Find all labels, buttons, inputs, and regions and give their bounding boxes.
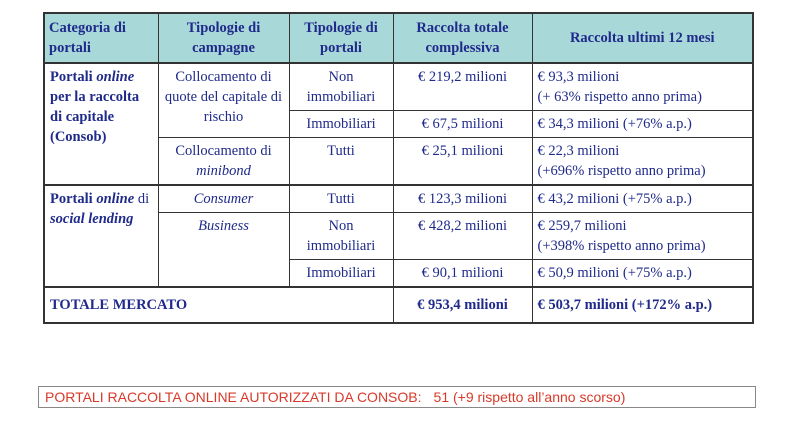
campaign-risk-capital: Collocamento di quote del capitale di rischio — [158, 63, 289, 138]
header-campaign-types: Tipologie di campagne — [158, 13, 289, 63]
table-row — [44, 185, 753, 213]
last-12-value: € 43,2 milioni (+75% a.p.) — [532, 185, 753, 213]
total-last-12-value: € 503,7 milioni (+172% a.p.) — [532, 287, 753, 323]
header-row — [44, 13, 753, 63]
portal-type: Tutti — [289, 138, 393, 186]
total-label: TOTALE MERCATO — [44, 287, 393, 323]
total-value: € 123,3 milioni — [393, 185, 532, 213]
header-category: Categoria di portali — [44, 13, 158, 63]
category-equity-portals: Portali online per la raccolta di capitale (Consob) — [44, 63, 158, 185]
campaign-business: Business — [158, 213, 289, 288]
campaign-consumer: Consumer — [158, 185, 289, 213]
last-12-value: € 50,9 milioni (+75% a.p.) — [532, 260, 753, 288]
total-row — [44, 287, 753, 323]
footnote-value: 51 (+9 rispetto all’anno scorso) — [433, 389, 626, 405]
last-12-value: € 34,3 milioni (+76% a.p.) — [532, 111, 753, 138]
total-value: € 90,1 milioni — [393, 260, 532, 288]
last-12-value: € 93,3 milioni (+ 63% rispetto anno prima) — [532, 63, 753, 111]
authorized-portals-note — [38, 386, 756, 408]
portal-type: Non immobiliari — [289, 213, 393, 260]
total-value: € 25,1 milioni — [393, 138, 532, 186]
portal-type: Immobiliari — [289, 260, 393, 288]
header-portal-types: Tipologie di portali — [289, 13, 393, 63]
portal-type: Immobiliari — [289, 111, 393, 138]
last-12-value: € 259,7 milioni (+398% rispetto anno prima) — [532, 213, 753, 260]
total-collected-value: € 953,4 milioni — [393, 287, 532, 323]
header-last-12-months: Raccolta ultimi 12 mesi — [532, 13, 753, 63]
portal-type: Tutti — [289, 185, 393, 213]
footnote-label: PORTALI RACCOLTA ONLINE AUTORIZZATI DA CONSOB: — [45, 389, 422, 405]
header-total-collected: Raccolta totale complessiva — [393, 13, 532, 63]
table-row — [44, 63, 753, 111]
total-value: € 219,2 milioni — [393, 63, 532, 111]
last-12-value: € 22,3 milioni (+696% rispetto anno prima) — [532, 138, 753, 186]
campaign-minibond: Collocamento di minibond — [158, 138, 289, 186]
total-value: € 428,2 milioni — [393, 213, 532, 260]
total-value: € 67,5 milioni — [393, 111, 532, 138]
portal-type: Non immobiliari — [289, 63, 393, 111]
crowdfunding-market-table — [43, 12, 754, 324]
category-lending-portals: Portali online di social lending — [44, 185, 158, 287]
